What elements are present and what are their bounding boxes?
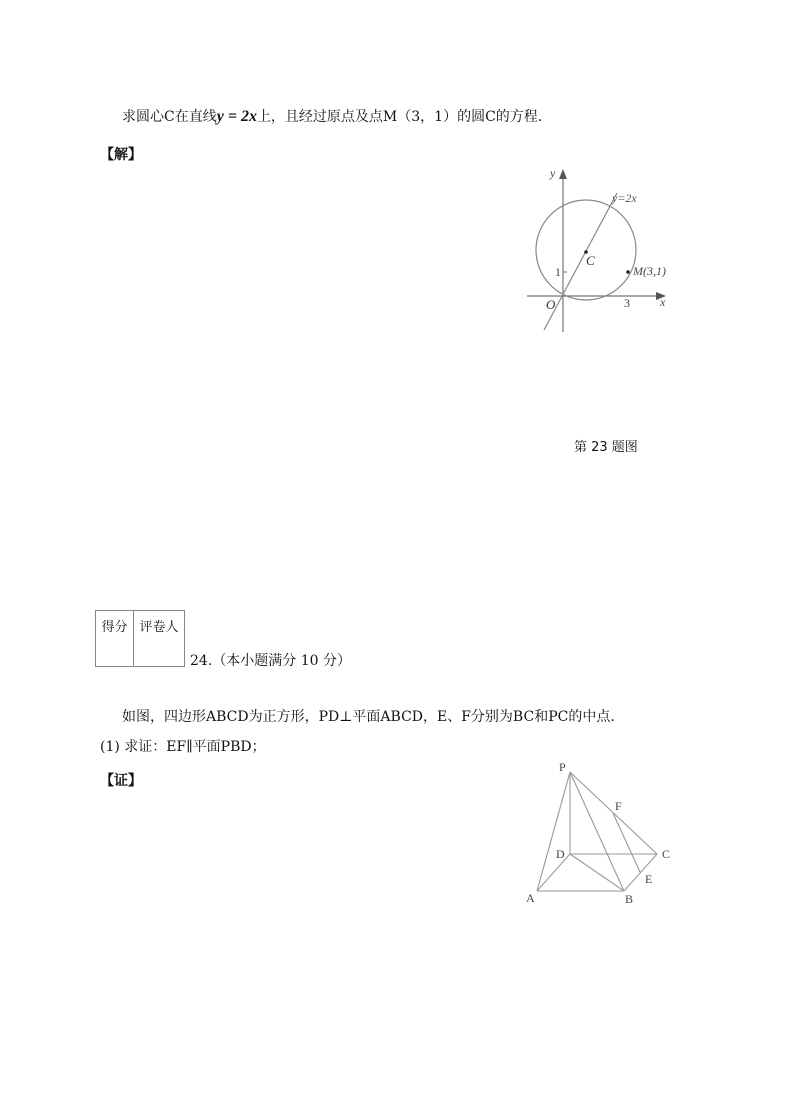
point-m: [626, 270, 630, 274]
label-c: C: [662, 847, 671, 861]
center-label: C: [586, 253, 595, 268]
label-d: D: [556, 847, 565, 861]
q23-stem: [122, 106, 542, 126]
q23-figure-caption: 第 23 题图: [574, 440, 638, 455]
x-axis-label: x: [660, 295, 666, 309]
label-e: E: [645, 872, 653, 886]
q24-figure: [520, 755, 690, 910]
label-f: F: [615, 799, 622, 813]
grader-cell: 评卷人: [134, 611, 185, 667]
q23-stem-part-a: 求圆心C在直线: [122, 109, 217, 125]
origin-label: O: [546, 297, 556, 312]
q24-header: 24.（本小题满分 10 分）: [190, 653, 351, 669]
score-cell: 得分: [96, 611, 134, 667]
q24-prove-label: 【证】: [100, 773, 142, 789]
edge-fe: [613, 813, 640, 872]
y-axis-arrow-icon: [559, 169, 567, 179]
tick-y-label: 1: [555, 265, 561, 279]
tick-x-label: 3: [624, 296, 630, 310]
score-table: [95, 610, 185, 667]
q24-part1: (1) 求证：EF∥平面PBD；: [100, 739, 266, 755]
line-label: y=2x: [612, 191, 637, 205]
label-p: P: [559, 760, 566, 774]
q23-figure: [520, 160, 690, 340]
label-b: B: [625, 892, 634, 906]
point-m-label: M(3,1): [633, 264, 666, 278]
label-a: A: [526, 891, 535, 905]
q23-equation: y = 2x: [216, 108, 257, 125]
q24-stem: 如图，四边形ABCD为正方形，PD⊥平面ABCD，E、F分别为BC和PC的中点.: [122, 709, 615, 725]
q23-stem-part-b: 上，且经过原点及点M（3，1）的圆C的方程.: [256, 109, 543, 125]
y-axis-label: y: [550, 166, 556, 180]
q23-solve-label: 【解】: [100, 147, 142, 163]
